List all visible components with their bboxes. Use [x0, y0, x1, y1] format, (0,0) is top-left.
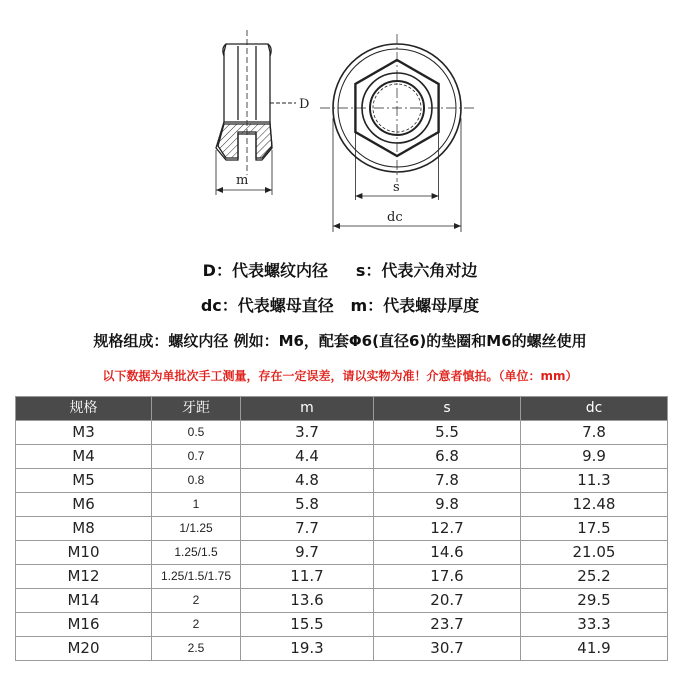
cell-dc: 9.9 [521, 445, 668, 469]
cell-m: 7.7 [241, 517, 374, 541]
cell-m: 13.6 [241, 589, 374, 613]
cell-spec: M10 [16, 541, 152, 565]
cell-spec: M20 [16, 637, 152, 661]
cell-m: 5.8 [241, 493, 374, 517]
cell-spec: M5 [16, 469, 152, 493]
table-row [16, 445, 668, 469]
cell-m: 15.5 [241, 613, 374, 637]
cell-s: 14.6 [374, 541, 521, 565]
cell-m: 19.3 [241, 637, 374, 661]
cell-pitch: 1 [152, 493, 241, 517]
label-dc: dc [387, 210, 403, 225]
header-spec: 规格 [16, 397, 152, 421]
cell-s: 17.6 [374, 565, 521, 589]
cell-dc: 7.8 [521, 421, 668, 445]
spec-table [15, 396, 668, 661]
cell-dc: 25.2 [521, 565, 668, 589]
cell-m: 4.4 [241, 445, 374, 469]
label-m: m [236, 173, 249, 188]
cell-spec: M3 [16, 421, 152, 445]
cell-m: 11.7 [241, 565, 374, 589]
cell-pitch: 1/1.25 [152, 517, 241, 541]
legend-m: m：代表螺母厚度 [350, 296, 480, 315]
table-row [16, 469, 668, 493]
cell-m: 4.8 [241, 469, 374, 493]
cell-s: 23.7 [374, 613, 521, 637]
cell-dc: 33.3 [521, 613, 668, 637]
cell-s: 12.7 [374, 517, 521, 541]
legend-line-1 [0, 258, 680, 281]
cell-m: 9.7 [241, 541, 374, 565]
legend-D: D：代表螺纹内径 [202, 261, 328, 280]
table-row [16, 541, 668, 565]
table-header-row [16, 397, 668, 421]
table-row [16, 421, 668, 445]
cell-dc: 21.05 [521, 541, 668, 565]
cell-s: 20.7 [374, 589, 521, 613]
legend-dc: dc：代表螺母直径 [200, 296, 334, 315]
cell-pitch: 1.25/1.5/1.75 [152, 565, 241, 589]
cell-dc: 29.5 [521, 589, 668, 613]
cell-pitch: 0.8 [152, 469, 241, 493]
table-row [16, 517, 668, 541]
label-s: s [393, 180, 400, 195]
table-row [16, 565, 668, 589]
cell-s: 6.8 [374, 445, 521, 469]
label-D: D [299, 97, 310, 112]
cell-pitch: 1.25/1.5 [152, 541, 241, 565]
cell-dc: 11.3 [521, 469, 668, 493]
cell-s: 5.5 [374, 421, 521, 445]
flange-nut-technical-drawing [0, 0, 680, 245]
header-dc: dc [521, 397, 668, 421]
cell-dc: 12.48 [521, 493, 668, 517]
cell-dc: 17.5 [521, 517, 668, 541]
cell-pitch: 2.5 [152, 637, 241, 661]
legend-line-2 [0, 293, 680, 316]
header-m: m [241, 397, 374, 421]
cell-m: 3.7 [241, 421, 374, 445]
cell-pitch: 0.7 [152, 445, 241, 469]
front-view [320, 34, 474, 232]
cell-pitch: 0.5 [152, 421, 241, 445]
side-view [216, 30, 296, 195]
cell-spec: M16 [16, 613, 152, 637]
cell-spec: M8 [16, 517, 152, 541]
cell-pitch: 2 [152, 613, 241, 637]
cell-spec: M14 [16, 589, 152, 613]
table-row [16, 637, 668, 661]
cell-spec: M4 [16, 445, 152, 469]
legend-s: s：代表六角对边 [355, 261, 478, 280]
header-pitch: 牙距 [152, 397, 241, 421]
cell-spec: M12 [16, 565, 152, 589]
cell-s: 9.8 [374, 493, 521, 517]
table-row [16, 613, 668, 637]
table-row [16, 589, 668, 613]
cell-pitch: 2 [152, 589, 241, 613]
cell-dc: 41.9 [521, 637, 668, 661]
measurement-warning: 以下数据为单批次手工测量，存在一定误差，请以实物为准！介意者慎拍。（单位：mm） [102, 369, 578, 383]
table-body [16, 421, 668, 661]
cell-s: 7.8 [374, 469, 521, 493]
spec-composition-note: 规格组成：螺纹内径 例如：M6，配套Φ6(直径6)的垫圈和M6的螺丝使用 [93, 332, 587, 350]
header-s: s [374, 397, 521, 421]
cell-spec: M6 [16, 493, 152, 517]
table-row [16, 493, 668, 517]
cell-s: 30.7 [374, 637, 521, 661]
